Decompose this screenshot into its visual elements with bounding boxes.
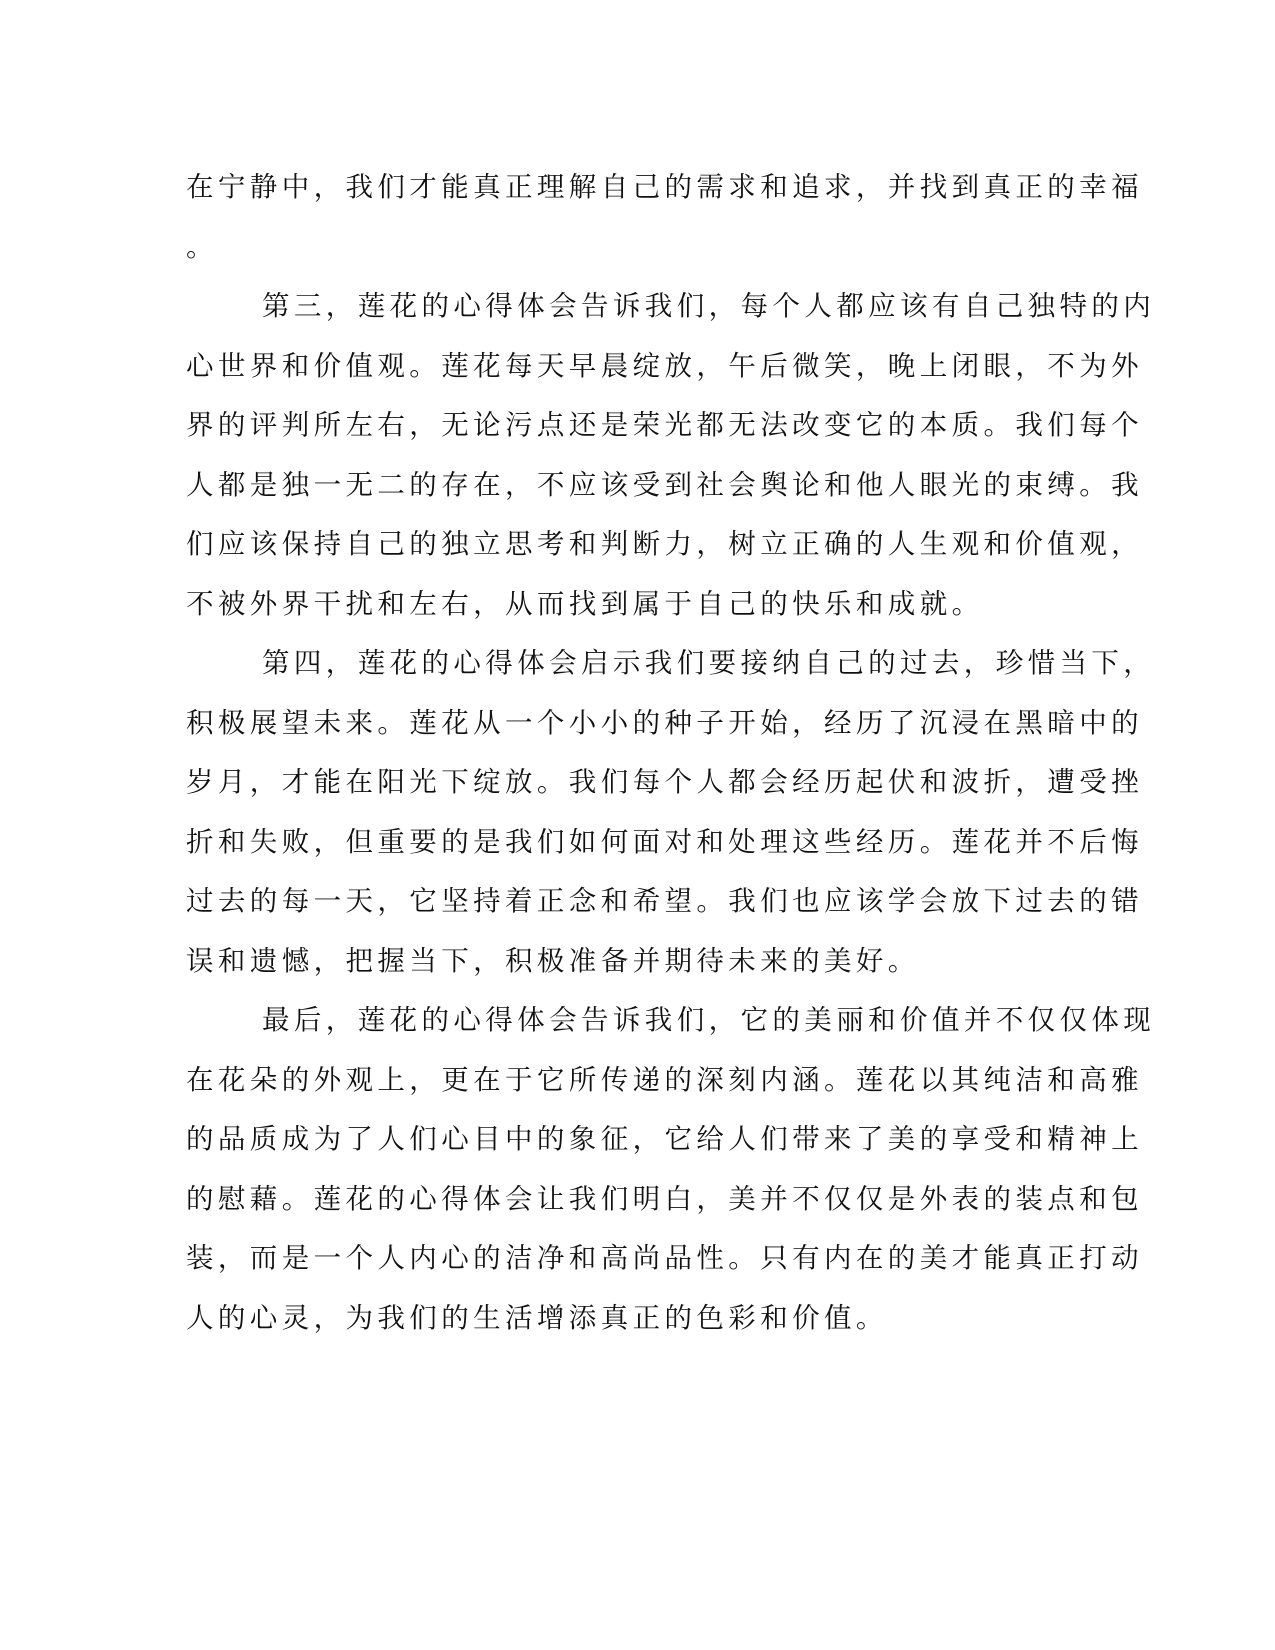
paragraph: [186, 634, 1156, 991]
text-line: 们应该保持自己的独立思考和判断力，树立正确的人生观和价值观，: [186, 528, 1143, 560]
text-line: 的品质成为了人们心目中的象征，它给人们带来了美的享受和精神上: [186, 1123, 1143, 1155]
text-line: 在宁静中，我们才能真正理解自己的需求和追求，并找到真正的幸福: [186, 171, 1143, 203]
text-line: 的慰藉。莲花的心得体会让我们明白，美并不仅仅是外表的装点和包: [186, 1182, 1143, 1215]
text-line: 折和失败，但重要的是我们如何面对和处理这些经历。莲花并不后悔: [186, 825, 1143, 858]
text-line: 不被外界干扰和左右，从而找到属于自己的快乐和成就。: [186, 587, 984, 620]
text-line: 人都是独一无二的存在，不应该受到社会舆论和他人眼光的束缚。我: [186, 468, 1143, 501]
text-line: 第三，莲花的心得体会告诉我们，每个人都应该有自己独特的内: [262, 290, 1156, 322]
text-line: 第四，莲花的心得体会启示我们要接纳自己的过去，珍惜当下，: [262, 647, 1156, 679]
text-line: 人的心灵，为我们的生活增添真正的色彩和价值。: [186, 1301, 888, 1334]
text-line: 在花朵的外观上，更在于它所传递的深刻内涵。莲花以其纯洁和高雅: [186, 1063, 1143, 1096]
paragraph: [186, 991, 1156, 1348]
paragraph: [186, 158, 1143, 277]
text-line: 最后，莲花的心得体会告诉我们，它的美丽和价值并不仅仅体现: [262, 1004, 1156, 1036]
paragraph: [186, 277, 1156, 634]
text-line: 。: [186, 230, 218, 263]
text-line: 岁月，才能在阳光下绽放。我们每个人都会经历起伏和波折，遭受挫: [186, 766, 1143, 798]
text-line: 心世界和价值观。莲花每天早晨绽放，午后微笑，晚上闭眼，不为外: [186, 349, 1143, 382]
text-line: 积极展望未来。莲花从一个小小的种子开始，经历了沉浸在黑暗中的: [186, 706, 1143, 739]
text-line: 误和遗憾，把握当下，积极准备并期待未来的美好。: [186, 944, 920, 977]
text-line: 过去的每一天，它坚持着正念和希望。我们也应该学会放下过去的错: [186, 885, 1143, 917]
text-line: 装，而是一个人内心的洁净和高尚品性。只有内在的美才能真正打动: [186, 1242, 1143, 1274]
text-line: 界的评判所左右，无论污点还是荣光都无法改变它的本质。我们每个: [186, 409, 1143, 441]
document-body: [186, 158, 1156, 1348]
